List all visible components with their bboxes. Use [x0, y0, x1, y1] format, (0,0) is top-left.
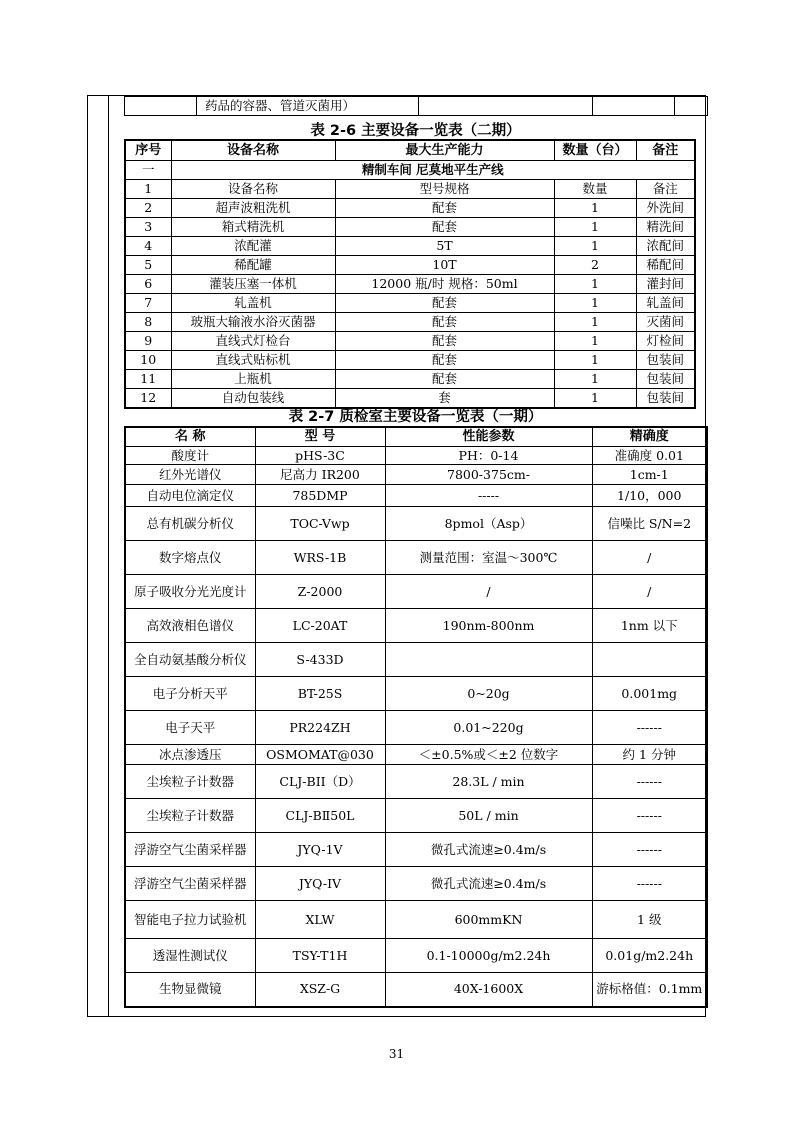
- table-row: [125, 447, 707, 465]
- table-cell: 微孔式流速≥0.4m/s: [385, 867, 592, 901]
- table-row: [125, 765, 707, 799]
- table-cell: 轧盖机: [171, 294, 335, 313]
- table-cell: 1: [554, 332, 636, 351]
- table-row: [125, 351, 695, 370]
- table-cell: 5T: [335, 237, 554, 256]
- table-cell: PH：0-14: [385, 447, 592, 465]
- table-cell: 稀配间: [636, 256, 695, 275]
- table-cell: 微孔式流速≥0.4m/s: [385, 833, 592, 867]
- table-cell: 1 级: [592, 901, 707, 939]
- table-cell: XSZ-G: [255, 973, 385, 1007]
- table-cell: 配套: [335, 294, 554, 313]
- table-2-6-caption: 表 2-6 主要设备一览表（二期）: [310, 123, 521, 139]
- table-cell: /: [385, 575, 592, 609]
- table-row: [125, 643, 707, 677]
- table-cell: 套: [335, 389, 554, 409]
- table-cell: /: [592, 575, 707, 609]
- table-cell: 精洗间: [636, 218, 695, 237]
- table-cell: 1cm-1: [592, 465, 707, 485]
- table-row: [125, 973, 707, 1007]
- table-cell: 9: [125, 332, 171, 351]
- table-row: [125, 313, 695, 332]
- table-cell: 配套: [335, 199, 554, 218]
- table-row: [125, 97, 708, 116]
- table-cell: 灯检间: [636, 332, 695, 351]
- table-cell: 数字熔点仪: [125, 541, 255, 575]
- table-row: [125, 256, 695, 275]
- table-cell: [592, 643, 707, 677]
- table-cell: XLW: [255, 901, 385, 939]
- table-cell: -----: [385, 485, 592, 507]
- table-cell: 1: [554, 389, 636, 409]
- margin-rule: [108, 95, 109, 1017]
- table-row: [125, 218, 695, 237]
- table-cell: 浮游空气尘菌采样器: [125, 867, 255, 901]
- table-cell: 智能电子拉力试验机: [125, 901, 255, 939]
- table-cell: JYQ-IV: [255, 867, 385, 901]
- table-cell: ------: [592, 833, 707, 867]
- table-cell: 12000 瓶/时 规格：50ml: [335, 275, 554, 294]
- table-cell: ------: [592, 867, 707, 901]
- col-header: 精确度: [592, 427, 707, 447]
- table-row: [125, 799, 707, 833]
- table-cell: 1/10，000: [592, 485, 707, 507]
- table-cell: 1nm 以下: [592, 609, 707, 643]
- table-cell: 设备名称: [171, 180, 335, 199]
- table-cell: 0.1-10000g/m2.24h: [385, 939, 592, 973]
- table-cell: ------: [592, 765, 707, 799]
- table-cell: LC-20AT: [255, 609, 385, 643]
- table-cell: 测量范围：室温～300℃: [385, 541, 592, 575]
- table-2-6: [124, 139, 696, 409]
- table-cell: 包装间: [636, 370, 695, 389]
- table-cell: 约 1 分钟: [592, 745, 707, 765]
- table-cell: 0.01~220g: [385, 711, 592, 745]
- table-cell: 1: [125, 180, 171, 199]
- table-2-7-caption: 表 2-7 质检室主要设备一览表（一期）: [288, 409, 543, 425]
- table-cell: 信噪比 S/N=2: [592, 507, 707, 541]
- table-cell: 灌装压塞一体机: [171, 275, 335, 294]
- col-header: 数量（台）: [554, 140, 636, 161]
- table-cell: 自动包装线: [171, 389, 335, 409]
- table-cell: 7: [125, 294, 171, 313]
- col-header: 设备名称: [171, 140, 335, 161]
- table-cell: 自动电位滴定仪: [125, 485, 255, 507]
- table-cell: 40X-1600X: [385, 973, 592, 1007]
- table-cell: PR224ZH: [255, 711, 385, 745]
- table-cell: 数量: [554, 180, 636, 199]
- table-cell: 红外光谱仪: [125, 465, 255, 485]
- col-header: 最大生产能力: [335, 140, 554, 161]
- table-cell: BT-25S: [255, 677, 385, 711]
- table-cell: 190nm-800nm: [385, 609, 592, 643]
- table-cell: 全自动氨基酸分析仪: [125, 643, 255, 677]
- table-cell: 轧盖间: [636, 294, 695, 313]
- table-row: [125, 294, 695, 313]
- table-cell: 0.01g/m2.24h: [592, 939, 707, 973]
- table-row: [125, 507, 707, 541]
- table-cell: 5: [125, 256, 171, 275]
- table-row: [125, 199, 695, 218]
- table-cell: 包装间: [636, 389, 695, 409]
- table-cell: 配套: [335, 218, 554, 237]
- section-title: 精制车间 尼莫地平生产线: [171, 161, 695, 180]
- page-number: 31: [388, 1047, 405, 1061]
- table-cell: 785DMP: [255, 485, 385, 507]
- table-cell: JYQ-1V: [255, 833, 385, 867]
- table-cell: 配套: [335, 332, 554, 351]
- table-row: [125, 711, 707, 745]
- table-row: [125, 939, 707, 973]
- table-row: [125, 541, 707, 575]
- table-cell: 11: [125, 370, 171, 389]
- table-cell: 0.001mg: [592, 677, 707, 711]
- table-row: [125, 745, 707, 765]
- table-cell: 1: [554, 294, 636, 313]
- table-row: [125, 677, 707, 711]
- table-cell: 尼高力 IR200: [255, 465, 385, 485]
- table-row: [125, 370, 695, 389]
- table-cell: 600mmKN: [385, 901, 592, 939]
- table-cell: TOC-Vwp: [255, 507, 385, 541]
- table-cell: CLJ-BⅡ50L: [255, 799, 385, 833]
- table-cell: 1: [554, 313, 636, 332]
- table-row: [125, 332, 695, 351]
- section-row: [125, 161, 695, 180]
- table-row: [125, 465, 707, 485]
- table-cell: WRS-1B: [255, 541, 385, 575]
- table-cell: 配套: [335, 351, 554, 370]
- table-cell: 直线式贴标机: [171, 351, 335, 370]
- table-cell: 超声波粗洗机: [171, 199, 335, 218]
- table-cell: 3: [125, 218, 171, 237]
- table-cell: 稀配罐: [171, 256, 335, 275]
- table-cell: 1: [554, 370, 636, 389]
- table-cell: ------: [592, 799, 707, 833]
- table-cell: S-433D: [255, 643, 385, 677]
- table-row: [125, 901, 707, 939]
- table-cell: 备注: [636, 180, 695, 199]
- table-cell: 总有机碳分析仪: [125, 507, 255, 541]
- table-cell: pHS-3C: [255, 447, 385, 465]
- table-cell: [385, 643, 592, 677]
- table-cell: OSMOMAT@030: [255, 745, 385, 765]
- table-cell: 冰点渗透压: [125, 745, 255, 765]
- table-cell: 尘埃粒子计数器: [125, 765, 255, 799]
- table-cell: 1: [554, 199, 636, 218]
- table-cell: CLJ-BII（D）: [255, 765, 385, 799]
- col-header: 备注: [636, 140, 695, 161]
- table-cell: 1: [554, 275, 636, 294]
- table-cell: 直线式灯检台: [171, 332, 335, 351]
- table-cell: Z-2000: [255, 575, 385, 609]
- table-cell: 8pmol（Asp）: [385, 507, 592, 541]
- table-cell: 原子吸收分光光度计: [125, 575, 255, 609]
- table-cell: 8: [125, 313, 171, 332]
- col-header: 名 称: [125, 427, 255, 447]
- table-cell: 12: [125, 389, 171, 409]
- table-cell: 10T: [335, 256, 554, 275]
- table-row: [125, 485, 707, 507]
- table-cell: 上瓶机: [171, 370, 335, 389]
- table-2-7: [124, 426, 708, 1008]
- table-cell: 浮游空气尘菌采样器: [125, 833, 255, 867]
- table-cell: 2: [125, 199, 171, 218]
- table-cell: 尘埃粒子计数器: [125, 799, 255, 833]
- table-cell: 配套: [335, 370, 554, 389]
- table-cell: 酸度计: [125, 447, 255, 465]
- table-cell: 灭菌间: [636, 313, 695, 332]
- continued-cell: 药品的容器、管道灭菌用）: [197, 97, 419, 116]
- table-cell: 型号规格: [335, 180, 554, 199]
- table-cell: 浓配间: [636, 237, 695, 256]
- table-cell: 透湿性测试仪: [125, 939, 255, 973]
- table-cell: 10: [125, 351, 171, 370]
- table-header-row: [125, 427, 707, 447]
- section-number: 一: [125, 161, 171, 180]
- table-cell: 7800-375cm-: [385, 465, 592, 485]
- table-cell: TSY-T1H: [255, 939, 385, 973]
- table-cell: 灌封间: [636, 275, 695, 294]
- table-cell: 包装间: [636, 351, 695, 370]
- table-cell: 6: [125, 275, 171, 294]
- table-cell: /: [592, 541, 707, 575]
- table-cell: 玻瓶大输液水浴灭菌器: [171, 313, 335, 332]
- table-row: [125, 833, 707, 867]
- table-cell: 电子分析天平: [125, 677, 255, 711]
- table-cell: 4: [125, 237, 171, 256]
- col-header: 性能参数: [385, 427, 592, 447]
- col-header: 序号: [125, 140, 171, 161]
- table-row: [125, 575, 707, 609]
- col-header: 型 号: [255, 427, 385, 447]
- table-cell: 生物显微镜: [125, 973, 255, 1007]
- table-cell: 准确度 0.01: [592, 447, 707, 465]
- table-cell: 浓配灌: [171, 237, 335, 256]
- table-cell: 箱式精洗机: [171, 218, 335, 237]
- table-cell: 1: [554, 351, 636, 370]
- table-row: [125, 275, 695, 294]
- table-row: [125, 609, 707, 643]
- table-cell: 28.3L / min: [385, 765, 592, 799]
- table-cell: 电子天平: [125, 711, 255, 745]
- table-row: [125, 237, 695, 256]
- table-header-row: [125, 140, 695, 161]
- table-row: [125, 867, 707, 901]
- table-cell: 外洗间: [636, 199, 695, 218]
- table-cell: ＜±0.5%或＜±2 位数字: [385, 745, 592, 765]
- table-cell: 1: [554, 237, 636, 256]
- table-cell: 2: [554, 256, 636, 275]
- table-cell: 50L / min: [385, 799, 592, 833]
- table-row: [125, 180, 695, 199]
- table-cell: 高效液相色谱仪: [125, 609, 255, 643]
- table-cell: ------: [592, 711, 707, 745]
- table-cell: 游标格值：0.1mm: [592, 973, 707, 1007]
- table-cell: 配套: [335, 313, 554, 332]
- continued-table: [124, 96, 708, 116]
- table-cell: 0~20g: [385, 677, 592, 711]
- table-cell: 1: [554, 218, 636, 237]
